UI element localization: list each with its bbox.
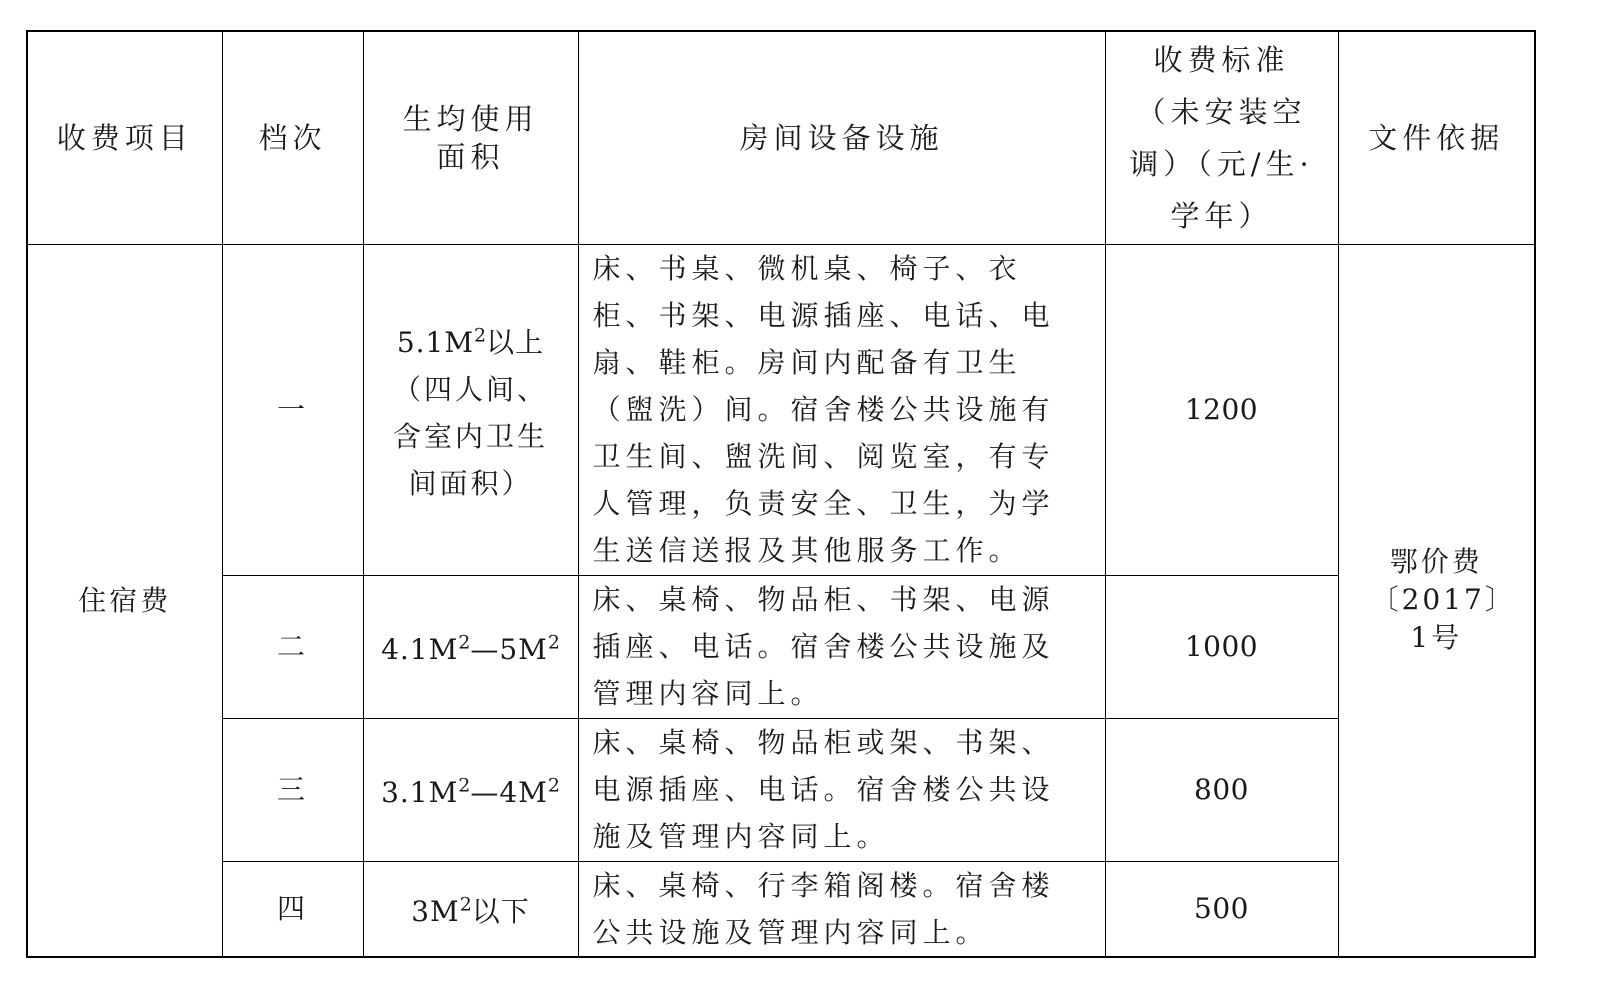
header-tier: 档次 bbox=[222, 31, 363, 244]
area-exponent: 2 bbox=[474, 324, 487, 347]
area-note: （四人间、含室内卫生间面积） bbox=[392, 372, 548, 500]
area-value: $3M^2$以下 bbox=[411, 893, 530, 929]
table-row bbox=[27, 575, 1535, 718]
price-cell: 1200 bbox=[1105, 244, 1338, 575]
price-cell: 500 bbox=[1105, 861, 1338, 957]
header-document-basis: 文件依据 bbox=[1338, 31, 1535, 244]
header-facilities: 房间设备设施 bbox=[578, 31, 1105, 244]
area-cell bbox=[363, 575, 578, 718]
tier-cell: 二 bbox=[222, 575, 363, 718]
facilities-cell: 床、桌椅、物品柜或架、书架、电源插座、电话。宿舍楼公共设施及管理内容同上。 bbox=[578, 718, 1105, 861]
area-range: $3.1M^2—4M^2$ bbox=[381, 774, 560, 810]
fee-item-cell: 住宿费 bbox=[27, 244, 222, 957]
facilities-cell: 床、书桌、微机桌、椅子、衣柜、书架、电源插座、电话、电扇、鞋柜。房间内配备有卫生（盥洗）间。宿舍楼公共设施有卫生间、盥洗间、阅览室，有专人管理，负责安全、卫生，为学生送信送报及其他服务工作。 bbox=[578, 244, 1105, 575]
header-area-per-student: 生均使用面积 bbox=[363, 31, 578, 244]
document-basis-cell: 鄂价费〔2017〕1号 bbox=[1338, 244, 1535, 957]
dormitory-fee-table bbox=[26, 30, 1536, 958]
price-cell: 800 bbox=[1105, 718, 1338, 861]
tier-cell: 四 bbox=[222, 861, 363, 957]
table-header-row bbox=[27, 31, 1535, 244]
table-row bbox=[27, 244, 1535, 575]
tier-cell: 三 bbox=[222, 718, 363, 861]
area-range: $4.1M^2—5M^2$ bbox=[381, 631, 560, 667]
header-fee-standard: 收费标准（未安装空调）（元/生·学年） bbox=[1105, 31, 1338, 244]
area-cell bbox=[363, 244, 578, 575]
facilities-cell: 床、桌椅、行李箱阁楼。宿舍楼公共设施及管理内容同上。 bbox=[578, 861, 1105, 957]
area-cell bbox=[363, 861, 578, 957]
facilities-cell: 床、桌椅、物品柜、书架、电源插座、电话。宿舍楼公共设施及管理内容同上。 bbox=[578, 575, 1105, 718]
header-fee-item: 收费项目 bbox=[27, 31, 222, 244]
area-cell bbox=[363, 718, 578, 861]
area-value: $5.1M^2$以上 bbox=[396, 324, 545, 359]
table-row bbox=[27, 861, 1535, 957]
price-cell: 1000 bbox=[1105, 575, 1338, 718]
tier-cell: 一 bbox=[222, 244, 363, 575]
table-row bbox=[27, 718, 1535, 861]
